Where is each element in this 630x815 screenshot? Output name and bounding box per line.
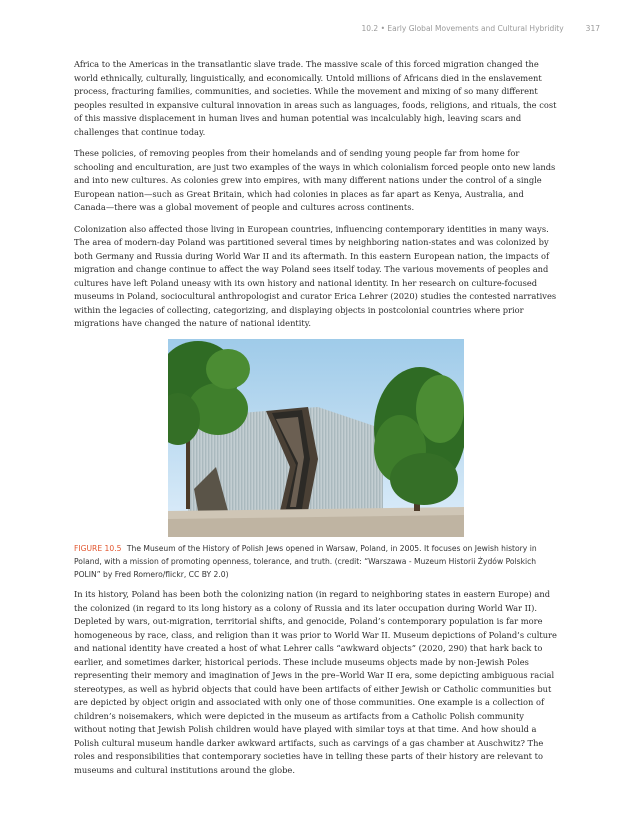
main-content	[74, 58, 558, 785]
figure-label: FIGURE 10.5	[74, 543, 122, 553]
paragraph-4: In its history, Poland has been both the colonizing nation (in regard to neighboring states in eastern Europe) and the colonized (in regard to its long history as a colony of Russia and its later occupation during World War II). Depleted by wars, out-migration, territorial shifts, and genocide, Poland’s contemporary population is far more homogeneous by race, class, and religion than it was prior to World War II. Museum depictions of Poland’s culture and national identity have created a host of what Lehrer calls “awkward objects” (2020, 290) that hark back to earlier, and sometimes darker, historical periods. These include museums objects made by non-Jewish Poles representing their memory and imagination of Jews in the pre–World War II era, some depicting ambiguous racial stereotypes, as well as hybrid objects that could have been artifacts of either Jewish or Catholic communities but are depicted by object origin and associated with only one of those communities. One example is a collection of children’s noisemakers, which were depicted in the museum as artifacts from a Catholic Polish community without noting that Jewish Polish children would have played with similar toys at that time. And how should a Polish cultural museum handle darker awkward artifacts, such as carvings of a gas chamber at Auschwitz? The roles and responsibilities that contemporary societies have in telling these parts of their history are relevant to museums and cultural institutions around the globe.	[74, 589, 557, 775]
figure	[74, 339, 558, 582]
museum-photo	[168, 339, 464, 537]
running-header	[361, 24, 600, 33]
section-title: 10.2 • Early Global Movements and Cultural Hybridity	[361, 24, 564, 33]
paragraph-3: Colonization also affected those living in European countries, influencing contemporary identities in many ways. The area of modern-day Poland was partitioned several times by neighboring nation-states and was colonized by both Germany and Russia during World War II and its aftermath. In this eastern European nation, the impacts of migration and change continue to affect the way Poland sees itself today. The various movements of peoples and cultures have left Poland uneasy with its own history and national identity. In her research on culture-focused museums in Poland, sociocultural anthropologist and curator Erica Lehrer (2020) studies the contested narratives within the legacies of collecting, categorizing, and displaying objects in postcolonial countries where prior migrations have changed the nature of national identity.	[74, 223, 557, 328]
page-number: 317	[585, 24, 600, 33]
paragraph-1: Africa to the Americas in the transatlantic slave trade. The massive scale of this forced migration changed the world ethnically, culturally, linguistically, and economically. Untold millions of Africans died in the enslavement process, fracturing families, communities, and societies. While the movement and mixing of so many different peoples resulted in expansive cultural innovation in areas such as languages, foods, religions, and rituals, the cost of this massive displacement in human lives and human potential was incalculably high, leaving scars and challenges that continue today.	[74, 59, 557, 137]
paragraph-2: These policies, of removing peoples from their homelands and of sending young people far from home for schooling and enculturation, are just two examples of the ways in which colonialism forced people onto new lands and into new cultures. As colonies grew into empires, with many different nations under the control of a single European nation—such as Great Britain, which had colonies in places as far apart as Kenya, Australia, and Canada—there was a global movement of people and cultures across continents.	[74, 148, 556, 212]
figure-caption	[74, 542, 558, 582]
figure-caption-text: The Museum of the History of Polish Jews opened in Warsaw, Poland, in 2005. It focuses on Jewish history in Poland, with a mission of promoting openness, tolerance, and truth. (credit: “Warszawa - Muzeum Historii Żydów Polskich POLIN” by Fred Romero/flickr, CC BY 2.0)	[74, 543, 537, 579]
